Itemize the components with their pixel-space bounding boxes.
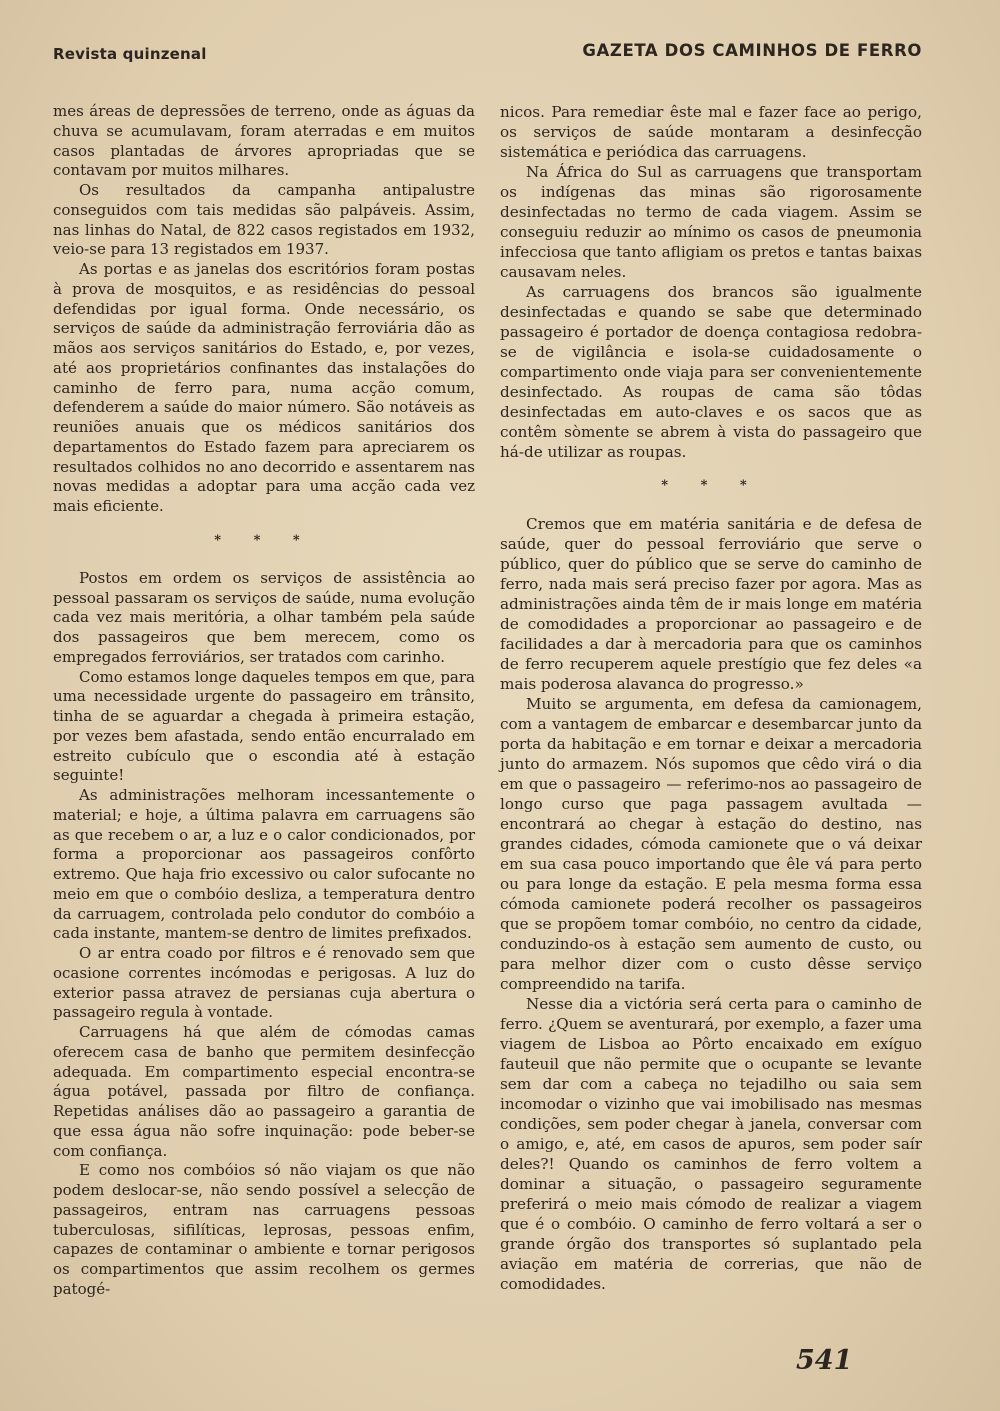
right-column <box>500 102 922 1294</box>
paragraph: Carruagens há que além de cómodas camas oferecem casa de banho que permitem desinfecção adequada. Em compartimento especial encontra-se água potável, passada por filtro de confiança. Repetidas análises dão ao passageiro a garantia de que essa água não sofre inquinação: pode beber-se com confiança. <box>53 1023 475 1160</box>
paragraph: nicos. Para remediar êste mal e fazer face ao perigo, os serviços de saúde montaram a desinfecção sistemática e periódica das carruagens. <box>500 103 922 161</box>
left-column <box>53 102 475 1300</box>
paragraph: As administrações melhoram incessantemente o material; e hoje, a última palavra em carruagens são as que recebem o ar, a luz e o calor condicionados, por forma a proporcionar aos passageiros confôrto extremo. Que haja frio excessivo ou calor sufocante no meio em que o combóio desliza, a temperatura dentro da carruagem, controlada pelo condutor do combóio a cada instante, mantem-se dentro de limites prefixados. <box>53 786 475 943</box>
paragraph: As portas e as janelas dos escritórios foram postas à prova de mosquitos, e as residências do pessoal defendidas por igual forma. Onde necessário, os serviços de saúde da administração ferroviária dão as mãos aos serviços sanitários do Estado, e, por vezes, até aos proprietários confinantes das instalações do caminho de ferro para, numa acção comum, defenderem a saúde do maior número. São notáveis as reuniões anuais que os médicos sanitários dos departamentos do Estado fazem para apreciarem os resultados colhidos no ano decorrido e assentarem nas novas medidas a adoptar para uma acção cada vez mais eficiente. <box>53 260 475 515</box>
paragraph: E como nos combóios só não viajam os que não podem deslocar-se, não sendo possível a selecção de passageiros, entram nas carruagens pessoas tuberculosas, sifilíticas, leprosas, pessoas enfim, capazes de contaminar o ambiente e tornar perigosos os compartimentos que assim recolhem os germes patogé- <box>53 1161 475 1298</box>
paragraph: Os resultados da campanha antipalustre conseguidos com tais medidas são palpáveis. Assim, nas linhas do Natal, de 822 casos registados em 1932, veio-se para 13 registados em 1937. <box>53 181 475 259</box>
header-journal-title: GAZETA DOS CAMINHOS DE FERRO <box>582 41 922 60</box>
paragraph: mes áreas de depressões de terreno, onde as águas da chuva se acumulavam, foram aterradas e em muitos casos plantadas de árvores apropriadas que se contavam por muitos milhares. <box>53 102 475 180</box>
section-separator: * * * <box>661 478 761 493</box>
paragraph: Na África do Sul as carruagens que transportam os indígenas das minas são rigorosamente desinfectadas no termo de cada viagem. Assim se conseguiu reduzir ao mínimo os casos de pneumonia infecciosa que tanto afligiam os pretos e tantas baixas causavam neles. <box>500 163 922 281</box>
paragraph: Postos em ordem os serviços de assistência ao pessoal passaram os serviços de saúde, numa evolução cada vez mais meritória, a olhar também pela saúde dos passageiros que bem merecem, como os empregados ferroviários, ser tratados com carinho. <box>53 568 475 666</box>
paragraph: Cremos que em matéria sanitária e de defesa de saúde, quer do pessoal ferroviário que serve o público, quer do público que se serve do caminho de ferro, nada mais será preciso fazer por agora. Mas as administrações ainda têm de ir mais longe em matéria de comodidades a proporcionar ao passageiro e de facilidades a dar à mercadoria para que os caminhos de ferro recuperem aquele prestígio que fez deles «a mais poderosa alavanca do progresso.» <box>500 515 922 693</box>
paragraph: Muito se argumenta, em defesa da camionagem, com a vantagem de embarcar e desembarcar junto da porta da habitação e em tornar e deixar a mercadoria junto do armazem. Nós supomos que cêdo virá o dia em que o passageiro — referimo-nos ao passageiro de longo curso que paga passagem avultada — encontrará ao chegar à estação do destino, nas grandes cidades, cómoda camionete que o vá deixar em sua casa pouco importando que êle vá para perto ou para longe da estação. E pela mesma forma essa cómoda camionete poderá recolher os passageiros que se propõem tomar combóio, no centro da cidade, conduzindo-os à estação sem aumento de custo, ou para melhor dizer com o custo dêsse serviço compreendido na tarifa. <box>500 695 922 993</box>
page-number: 541 <box>796 1345 853 1376</box>
paragraph: Nesse dia a victória será certa para o caminho de ferro. ¿Quem se aventurará, por exemplo, a fazer uma viagem de Lisboa ao Pôrto encaixado em exíguo fauteuil que não permite que o ocupante se levante sem dar com a cabeça no tejadilho ou saia sem incomodar o vizinho que vai imobilisado nas mesmas condições, sem poder chegar à janela, conversar com o amigo, e, até, em casos de apuros, sem poder saír deles?! Quando os caminhos de ferro voltem a dominar a situação, o passageiro seguramente preferirá o meio mais cómodo de realizar a viagem que é o combóio. O caminho de ferro voltará a ser o grande órgão dos transportes só suplantado pela aviação em matéria de correrias, que não de comodidades. <box>500 995 922 1293</box>
paragraph: As carruagens dos brancos são igualmente desinfectadas e quando se sabe que determinado passageiro é portador de doença contagiosa redobra-se de vigilância e isola-se cuidadosamente o compartimento onde viaja para ser convenientemente desinfectado. As roupas de cama são tôdas desinfectadas em auto-claves e os sacos que as contêm sòmente se abrem à vista do passageiro que há-de utilizar as roupas. <box>500 283 922 461</box>
paragraph: O ar entra coado por filtros e é renovado sem que ocasione correntes incómodas e perigosas. A luz do exterior passa atravez de persianas cuja abertura o passageiro regula à vontade. <box>53 944 475 1022</box>
header-periodicity: Revista quinzenal <box>53 45 207 63</box>
paragraph: Como estamos longe daqueles tempos em que, para uma necessidade urgente do passageiro em trânsito, tinha de se aguardar a chegada à primeira estação, por vezes bem afastada, sendo então encurralado em estreito cubículo que o escondia até à estação seguinte! <box>53 667 475 785</box>
section-separator: * * * <box>214 532 314 548</box>
